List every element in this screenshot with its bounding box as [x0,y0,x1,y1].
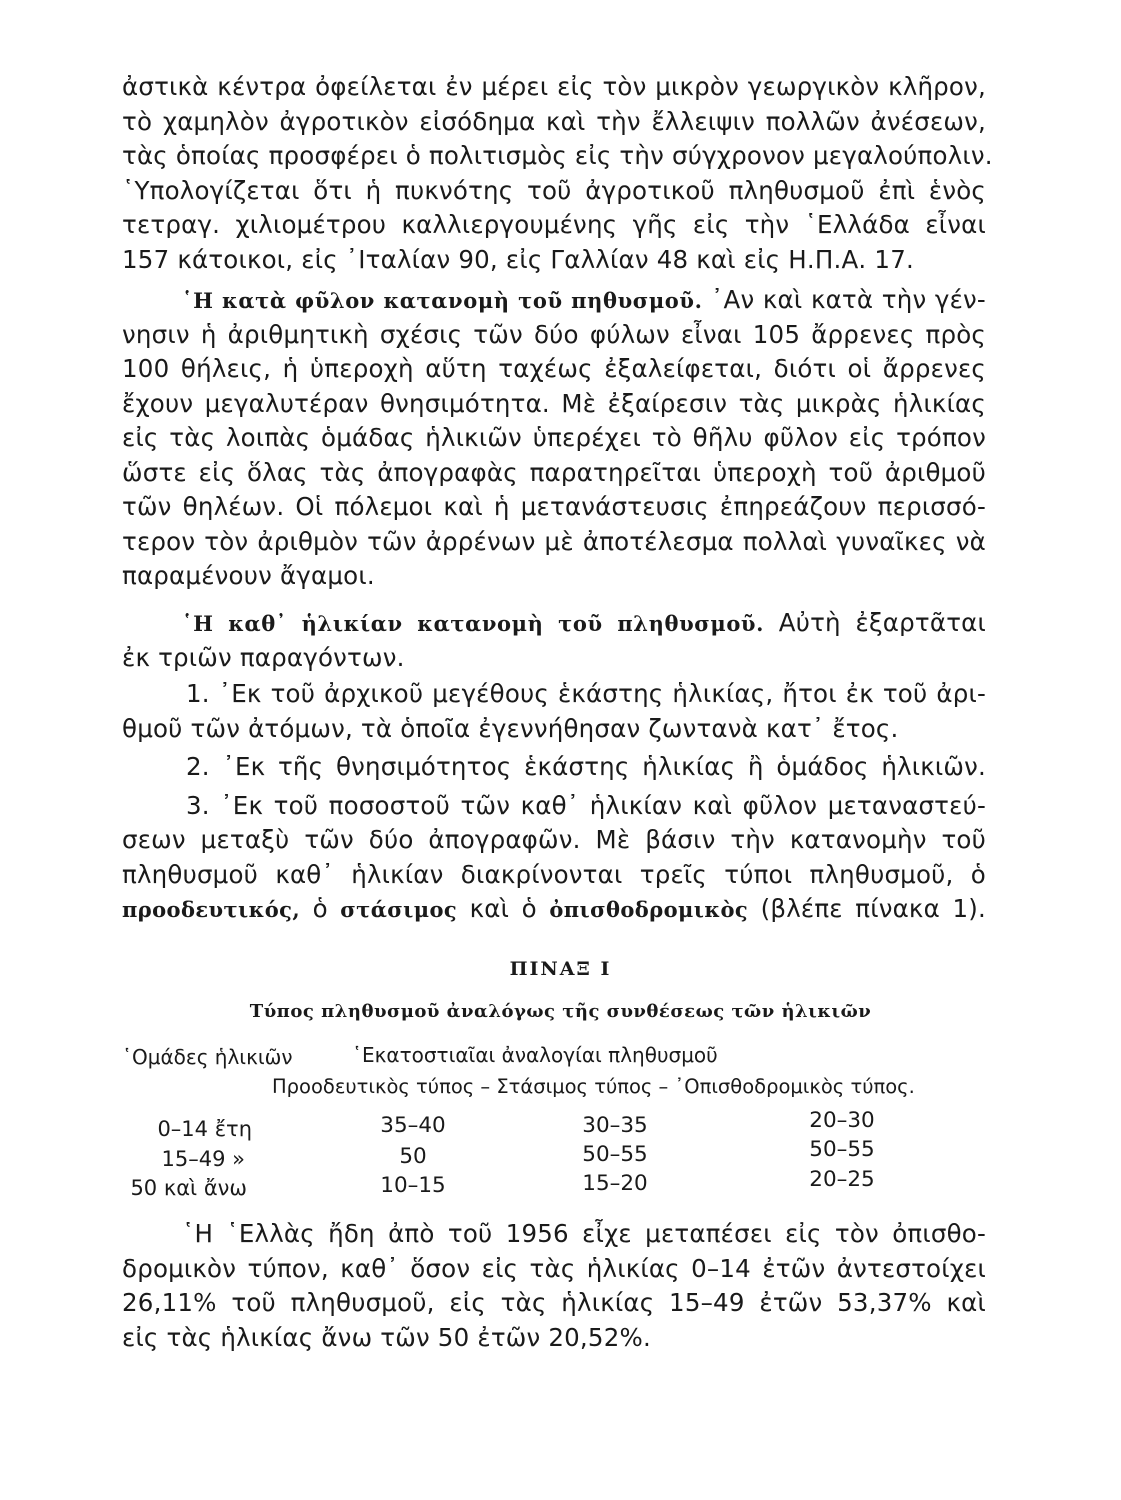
term-progressive: προοδευτικός, [122,897,301,922]
text-line: τῶν θηλέων. Οἱ πόλεμοι καὶ ἡ μετανάστευσις ἐπηρεάζουν περισσό- [122,492,986,521]
text-line: ῾Υπολογίζεται ὅτι ἡ πυκνότης τοῦ ἀγροτικοῦ πληθυσμοῦ ἐπὶ ἑνὸς [122,175,986,205]
table-row-group: 50 καὶ ἄνω [130,1176,247,1200]
table-cell-stationary: 30–35 [582,1113,648,1138]
text-line: νησιν ἡ ἀριθμητικὴ σχέσις τῶν δύο φύλων εἶναι 105 ἄρρενες πρὸς [122,319,986,349]
section-heading-age: ῾Η καθ᾽ ἡλικίαν κατανομὴ τοῦ πληθυσμοῦ. [182,611,765,636]
text-line: τετραγ. χιλιομέτρου καλλιεργουμένης γῆς εἰς τὴν ῾Ελλάδα εἶναι [122,210,986,239]
table-cell-regressive: 20–25 [809,1167,875,1192]
table-cell-stationary: 50–55 [582,1142,648,1167]
table-header-groups: ῾Ομάδες ἡλικιῶν [122,1045,293,1069]
list-item-2: 2. ᾽Εκ τῆς θνησιμότητος ἑκάστης ἡλικίας ἢ ὁμάδος ἡλικιῶν. [186,752,986,781]
text-line: 26,11% τοῦ πληθυσμοῦ, εἰς τὰς ἡλικίας 15–49 ἐτῶν 53,37% καὶ [122,1288,986,1317]
text-span: καὶ ὁ [457,894,550,923]
term-regressive: ὀπισθοδρομικὸς [549,897,749,922]
text-line: τὰς ὁποίας προσφέρει ὁ πολιτισμὸς εἰς τὴν σύγχρονον μεγαλούπολιν. [122,141,993,170]
table-row-group: 0–14 ἔτη [157,1117,252,1141]
paragraph-urban-centers [122,70,993,277]
term-stationary: στάσιμος [340,897,458,922]
paragraph-sex-distribution [122,283,986,594]
text-span: Αὐτὴ ἐξαρτᾶται [778,608,986,637]
table-header-types: Προοδευτικὸς τύπος – Στάσιμος τύπος – ᾽Οπισθοδρομικὸς τύπος. [272,1075,915,1098]
text-line: 157 κάτοικοι, εἰς ᾽Ιταλίαν 90, εἰς Γαλλίαν 48 καὶ εἰς Η.Π.Α. 17. [122,244,914,274]
text-span: ὁ [300,894,341,923]
text-line: 100 θήλεις, ἡ ὑπεροχὴ αὕτη ταχέως ἐξαλείφεται, διότι οἱ ἄρρενες [122,354,986,383]
text-line: παραμένουν ἄγαμοι. [122,561,375,590]
table-header-percentages: ῾Εκατοστιαῖαι ἀναλογίαι πληθυσμοῦ [352,1043,718,1067]
table-cell-progressive: 35–40 [380,1113,446,1138]
table-cell-regressive: 20–30 [809,1108,875,1133]
text-line [122,606,986,641]
table-row-group: 15–49 » [161,1147,245,1171]
list-item-1: 1. ᾽Εκ τοῦ ἀρχικοῦ μεγέθους ἑκάστης ἡλικίας, ἤτοι ἐκ τοῦ ἀρι- [186,679,986,708]
text-line: τερον τὸν ἀριθμὸν τῶν ἀρρένων μὲ ἀποτέλεσμα πολλαὶ γυναῖκες νὰ [122,526,986,556]
table-cell-stationary: 15–20 [582,1171,648,1196]
text-line: ἀστικὰ κέντρα ὀφείλεται ἐν μέρει εἰς τὸν μικρὸν γεωργικὸν κλῆρον, [122,72,986,101]
text-line: ῾Η ῾Ελλὰς ἤδη ἀπὸ τοῦ 1956 εἶχε μεταπέσει εἰς τὸν ὀπισθο- [182,1219,986,1248]
table-caption: Τύπος πληθυσμοῦ ἀναλόγως τῆς συνθέσεως τῶν ἡλικιῶν [249,1001,872,1022]
text-line [122,283,986,318]
factor-list [122,677,986,927]
table-cell-progressive: 50 [399,1144,427,1169]
text-line: θμοῦ τῶν ἀτόμων, τὰ ὁποῖα ἐγεννήθησαν ζωντανὰ κατ᾽ ἔτος. [122,713,899,743]
text-line: ἔχουν μεγαλυτέραν θνησιμότητα. Μὲ ἐξαίρεσιν τὰς μικρὰς ἡλικίας [122,388,986,418]
text-span: (βλέπε πίνακα 1). [748,894,986,923]
text-line: ὥστε εἰς ὅλας τὰς ἀπογραφὰς παρατηρεῖται ὑπεροχὴ τοῦ ἀριθμοῦ [122,457,986,487]
text-line: εἰς τὰς ἡλικίας ἄνω τῶν 50 ἐτῶν 20,52%. [122,1322,651,1352]
text-line: ἐκ τριῶν παραγόντων. [122,642,405,672]
text-line: πληθυσμοῦ καθ᾽ ἡλικίαν διακρίνονται τρεῖς τύποι πληθυσμοῦ, ὁ [122,859,986,889]
paragraph-greece-1956 [122,1217,986,1355]
text-line [122,892,986,927]
table-cell-regressive: 50–55 [809,1137,875,1162]
paragraph-age-distribution [122,606,986,675]
text-span: ᾽Αν καὶ κατὰ τὴν γέν- [711,285,986,314]
text-line: τὸ χαμηλὸν ἀγροτικὸν εἰσόδημα καὶ τὴν ἔλλειψιν πολλῶν ἀνέσεων, [122,106,986,136]
list-item-3: 3. ᾽Εκ τοῦ ποσοστοῦ τῶν καθ᾽ ἡλικίαν καὶ φῦλον μεταναστεύ- [186,790,986,820]
text-line: εἰς τὰς λοιπὰς ὁμάδας ἡλικιῶν ὑπερέχει τὸ θῆλυ φῦλον εἰς τρόπον [122,423,986,452]
text-line: σεων μεταξὺ τῶν δύο ἀπογραφῶν. Μὲ βάσιν τὴν κατανομὴν τοῦ [122,825,986,854]
table-number: ΠΙΝΑΞ Ι [509,958,612,980]
section-heading-sex: ῾Η κατὰ φῦλον κατανομὴ τοῦ πηθυσμοῦ. [182,288,703,313]
text-line: δρομικὸν τύπον, καθ᾽ ὅσον εἰς τὰς ἡλικίας 0–14 ἐτῶν ἀντεστοίχει [122,1253,986,1283]
table-cell-progressive: 10–15 [380,1173,446,1198]
